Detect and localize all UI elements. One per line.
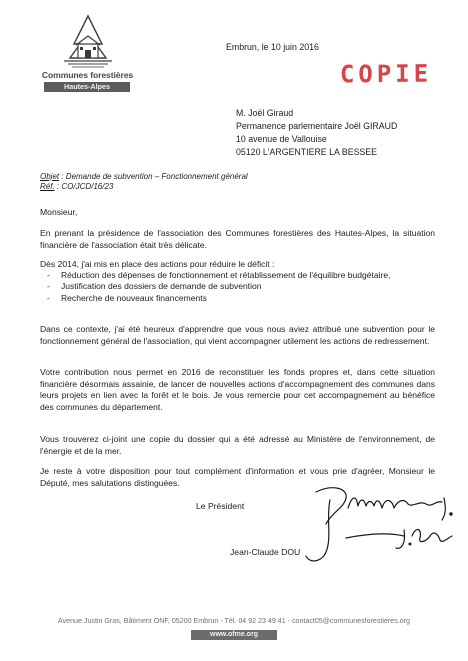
paragraph-actions-intro: Dès 2014, j'ai mis en place des actions pour réduire le déficit : [40,259,275,269]
paragraph-presidency: En prenant la présidence de l'association des Communes forestières des Hautes-Alpes, la situation financière de l'association était très délicate. [40,228,435,250]
recipient-name: M. Joël Giraud [236,108,294,118]
footer-address: Avenue Justin Gras, Bâtiment ONF, 05200 Embrun - Tél. 04 92 23 49 41 - contact05@communesforestieres.org [58,617,410,625]
org-region: Hautes-Alpes [44,82,130,92]
forest-commune-emblem-icon [60,14,116,70]
footer-website: www.ofme.org [191,630,277,640]
copy-stamp: COPIE [339,59,433,89]
date-line: Embrun, le 10 juin 2016 [226,42,319,52]
subject-label: Objet [40,172,60,181]
reference-label: Réf. [40,182,55,191]
reference-line [40,182,248,192]
recipient-street: 10 avenue de Vallouise [236,134,327,144]
recipient-office: Permanence parlementaire Joël GIRAUD [236,121,398,131]
signatory-name: Jean-Claude DOU [230,547,301,557]
handwritten-signature [286,478,466,578]
paragraph-enclosure: Vous trouverez ci-joint une copie du dossier qui a été adressé au Ministère de l'environnement, de l'énergie et de la mer. [40,434,435,456]
paragraph-closing: Je reste à votre disposition pour tout complément d'information et vous prie d'agréer, Monsieur le Député, mes salutations distinguées. [40,466,435,488]
list-item-text: Justification des dossiers de demande de subvention [61,281,262,292]
list-item-text: Recherche de nouveaux financements [61,292,207,303]
letterhead-logo [40,14,135,96]
org-name: Communes forestières [41,70,134,80]
recipient-address [236,107,397,159]
reference-text: : CO/JCD/16/23 [54,182,114,191]
subject-line [40,172,248,182]
subject-block [40,172,248,192]
paragraph-subsidy-context: Dans ce contexte, j'ai été heureux d'apprendre que vous nous aviez attribué une subvention pour le fonctionnement général de l'association, qui vient accompagner utilement les actions de redressement. [40,324,435,346]
recipient-city: 05120 L'ARGENTIERE LA BESSEE [236,147,378,157]
actions-list [47,270,437,304]
subject-text: : Demande de subvention – Fonctionnement général [59,172,248,181]
salutation: Monsieur, [40,207,78,217]
signatory-title: Le Président [196,501,245,511]
list-item-text: Réduction des dépenses de fonctionnement et rétablissement de l'équilibre budgétaire, [61,270,391,280]
list-item: - Recherche de nouveaux financements [47,292,207,303]
list-item: - Réduction des dépenses de fonctionnement et rétablissement de l'équilibre budgétaire, [47,270,391,280]
list-item: - Justification des dossiers de demande de subvention [47,281,262,292]
paragraph-contribution: Votre contribution nous permet en 2016 de reconstituer les fonds propres et, dans cette situation financière désormais assainie, de lancer de nouvelles actions d'accompagnement des communes dans leurs projets en lien avec la forêt et le bois. Je vous remercie pour cet accompagnement au bénéfice des communes du département. [40,367,435,412]
